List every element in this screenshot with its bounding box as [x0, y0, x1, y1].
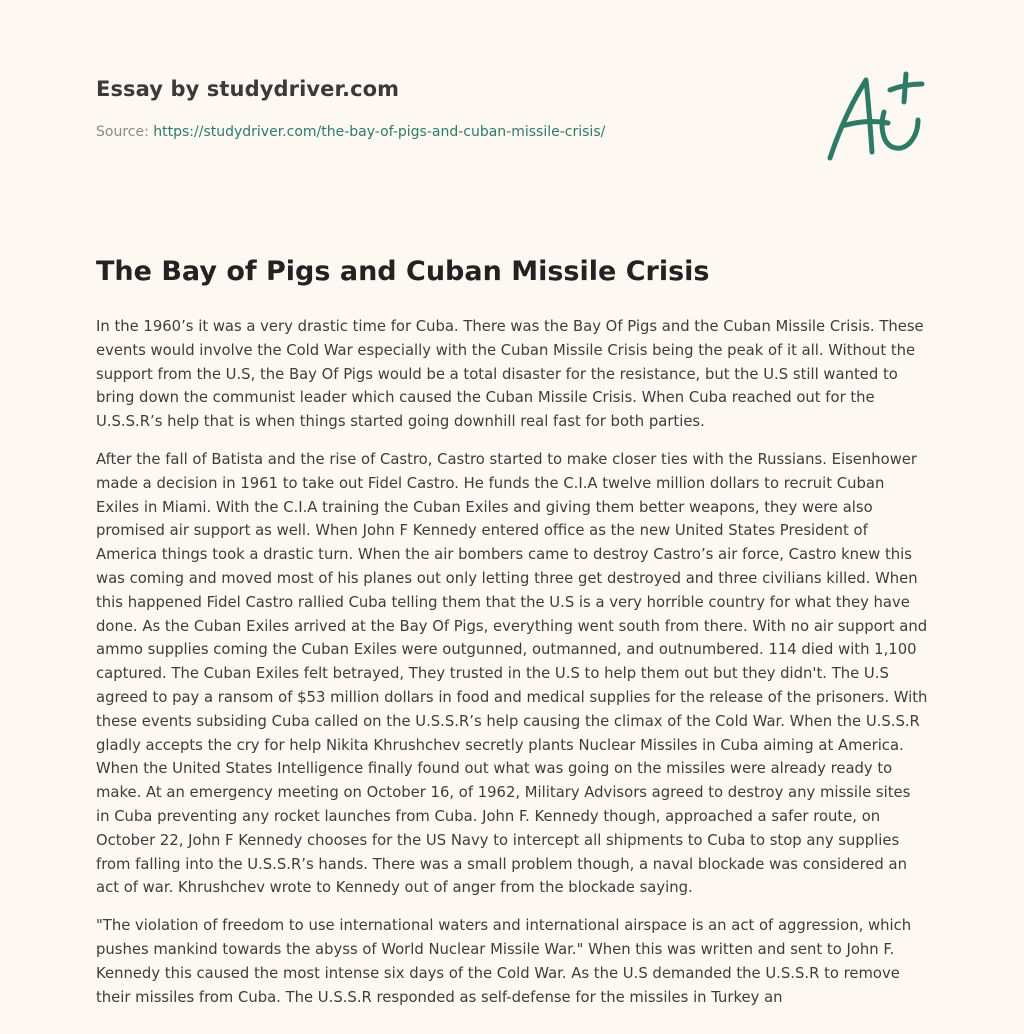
essay-paragraph: After the fall of Batista and the rise of Castro, Castro started to make closer ties with the Russians. Eisenhower made a decision in 1961 to take out Fidel Castro. He funds the C.I.A twelve million dollars to recruit Cuban Exiles in Miami. With the C.I.A training the Cuban Exiles and giving them better weapons, they were also promised air support as well. When John F Kennedy entered office as the new United States President of America things took a drastic turn. When the air bombers came to destroy Castro’s air force, Castro knew this was coming and moved most of his planes out only letting three get destroyed and three civilians killed. When this happened Fidel Castro rallied Cuba telling them that the U.S is a very horrible country for what they have done. As the Cuban Exiles arrived at the Bay Of Pigs, everything went south from there. With no air support and ammo supplies coming the Cuban Exiles were outgunned, outmanned, and outnumbered. 114 died with 1,100 captured. The Cuban Exiles felt betrayed, They trusted in the U.S to help them out but they didn't. The U.S agreed to pay a ransom of $53 million dollars in food and medical supplies for the release of the prisoners. With these events subsiding Cuba called on the U.S.S.R’s help causing the climax of the Cold War. When the U.S.S.R gladly accepts the cry for help Nikita Khrushchev secretly plants Nuclear Missiles in Cuba aiming at America. When the United States Intelligence finally found out what was going on the missiles were already ready to make. At an emergency meeting on October 16, of 1962, Military Advisors agreed to destroy any missile sites in Cuba preventing any rocket launches from Cuba. John F. Kennedy though, approached a safer route, on October 22, John F Kennedy chooses for the US Navy to intercept all shipments to Cuba to stop any supplies from falling into the U.S.S.R’s hands. There was a small problem though, a naval blockade was considered an act of war. Khrushchev wrote to Kennedy out of anger from the blockade saying.	[96, 450, 928, 897]
source-line	[96, 124, 605, 140]
source-link[interactable]: https://studydriver.com/the-bay-of-pigs-and-cuban-missile-crisis/	[153, 124, 606, 140]
essay-title: The Bay of Pigs and Cuban Missile Crisis	[96, 256, 710, 287]
essay-paragraph: "The violation of freedom to use international waters and international airspace is an act of aggression, which pushes mankind towards the abyss of World Nuclear Missile War." When this was written and sent to John F. Kennedy this caused the most intense six days of the Cold War. As the U.S demanded the U.S.S.R to remove their missiles from Cuba. The U.S.S.R responded as self-defense for the missiles in Turkey an	[96, 917, 912, 1006]
brand-title: Essay by studydriver.com	[96, 77, 400, 101]
essay-paragraph: In the 1960’s it was a very drastic time for Cuba. There was the Bay Of Pigs and the Cuban Missile Crisis. These events would involve the Cold War especially with the Cuban Missile Crisis being the peak of it all. Without the support from the U.S, the Bay Of Pigs would be a total disaster for the resistance, but the U.S still wanted to bring down the communist leader which caused the Cuban Missile Crisis. When Cuba reached out for the U.S.S.R’s help that is when things started going downhill real fast for both parties.	[96, 318, 924, 431]
essay-body	[96, 315, 928, 1023]
source-label: Source:	[96, 124, 154, 140]
a-plus-logo-icon	[826, 68, 926, 164]
